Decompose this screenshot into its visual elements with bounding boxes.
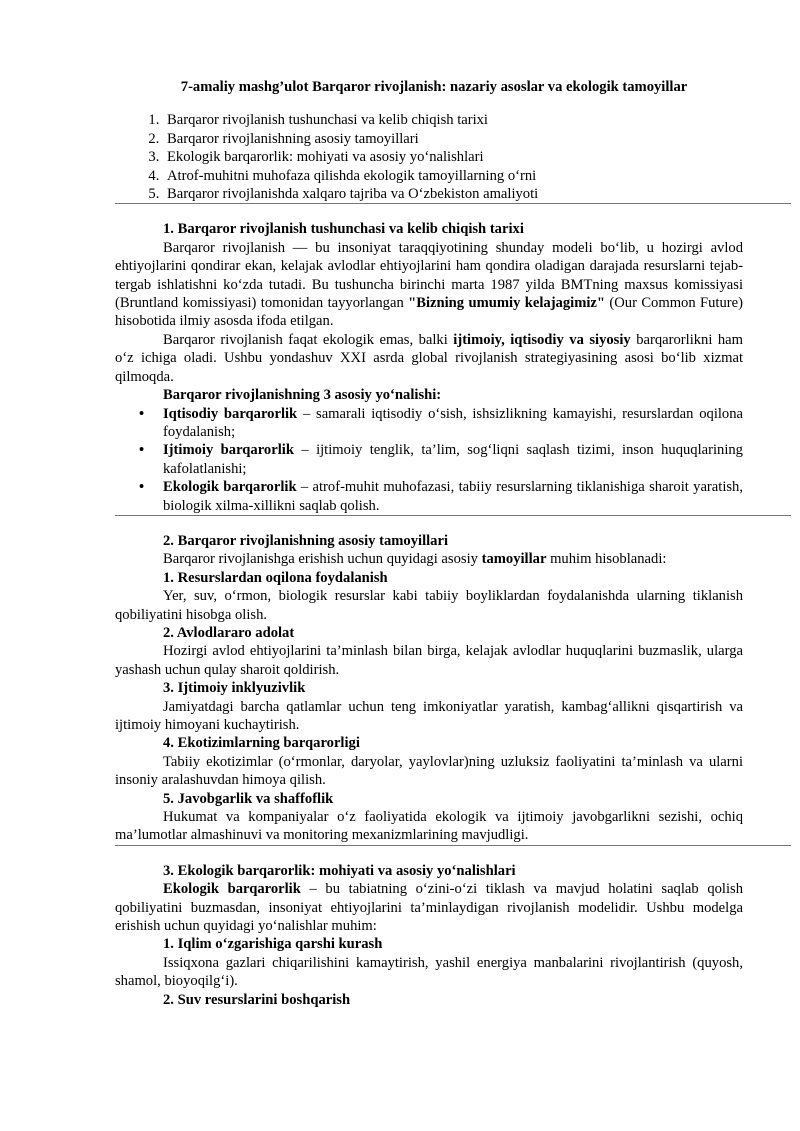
section-1-subheading: Barqaror rivojlanishning 3 asosiy yo‘nalishi: bbox=[163, 387, 442, 404]
principle-text: Jamiyatdagi barcha qatlamlar uchun teng imkoniyatlar yaratish, kambag‘allikni qisqartirish va ijtimoiy himoyani kuchaytirish. bbox=[115, 698, 743, 733]
toc-item: 1. Barqaror rivojlanish tushunchasi va kelib chiqish tarixi bbox=[163, 111, 743, 129]
directions-list bbox=[115, 405, 743, 515]
principle-text: Tabiiy ekotizimlar (o‘rmonlar, daryolar, yaylovlar)ning uzluksiz faoliyatini ta’minlash va ularni insoniy aralashuvdan himoya qilish. bbox=[115, 753, 743, 789]
direction-title: 2. Suv resurslarini boshqarish bbox=[163, 991, 351, 1008]
principle-title: 5. Javobgarlik va shaffoflik bbox=[163, 790, 334, 807]
principle-title: 3. Ijtimoiy inklyuzivlik bbox=[163, 680, 306, 697]
section-1-heading: 1. Barqaror rivojlanish tushunchasi va kelib chiqish tarixi bbox=[163, 221, 524, 238]
list-item: • Ijtimoiy barqarorlik – ijtimoiy tenglik, ta’lim, sog‘liqni saqlash tizimi, inson huquqlarining kafolatlanishi; bbox=[163, 441, 743, 478]
toc-item: 4. Atrof-muhitni muhofaza qilishda ekologik tamoyillarning o‘rni bbox=[163, 167, 743, 185]
list-item: • Iqtisodiy barqarorlik – samarali iqtisodiy o‘sish, ishsizlikning kamayishi, resurslardan oqilona foydalanish; bbox=[163, 405, 743, 442]
direction-title: 1. Iqlim o‘zgarishiga qarshi kurash bbox=[163, 936, 383, 953]
document-title: 7-amaliy mashg’ulot Barqaror rivojlanish: nazariy asoslar va ekologik tamoyillar bbox=[180, 79, 688, 95]
document-content bbox=[115, 78, 743, 1009]
section-2-heading: 2. Barqaror rivojlanishning asosiy tamoyillari bbox=[163, 532, 449, 549]
section-1-paragraph-1: Barqaror rivojlanish — bu insoniyat taraqqiyotining shunday modeli bo‘lib, u hozirgi avlod ehtiyojlarini qondirar ekan, kelajak avlodlar ehtiyojlarini ham qondira oladigan darajada resurslarni tejab-tergab ishlatishni ko‘zda tutadi. Bu tushuncha birinchi marta 1987 yilda BMTning maxsus komissiyasi (Bruntland komissiyasi) tomonidan tayyorlangan "Bizning umumiy kelajagimiz" (Our Common Future) hisobotida ilmiy asosda ifoda etilgan. bbox=[115, 239, 743, 330]
section-3-heading: 3. Ekologik barqarorlik: mohiyati va asosiy yo‘nalishlari bbox=[163, 862, 516, 879]
toc-item: 3. Ekologik barqarorlik: mohiyati va asosiy yo‘nalishlari bbox=[163, 148, 743, 166]
section-3-intro: Ekologik barqarorlik – bu tabiatning o‘zini-o‘zi tiklash va mavjud holatini saqlab qolish qobiliyatini buzmasdan, insoniyat ehtiyojlarini ta’minlaydigan rivojlanish modelidir. Ushbu modelga erishish uchun quyidagi yo‘nalishlar muhim: bbox=[115, 881, 743, 935]
toc-item: 5. Barqaror rivojlanishda xalqaro tajriba va O‘zbekiston amaliyoti bbox=[163, 185, 743, 203]
principle-text: Yer, suv, o‘rmon, biologik resurslar kabi tabiiy boyliklardan foydalanishda ularning tiklanish qobiliyatini hisobga olish. bbox=[115, 588, 743, 623]
table-of-contents bbox=[115, 111, 743, 203]
principle-title: 1. Resurslardan oqilona foydalanish bbox=[163, 569, 388, 586]
principle-text: Hozirgi avlod ehtiyojlarini ta’minlash bilan birga, kelajak avlodlar huquqlarini buzmaslik, ularga yashash uchun qulay sharoit qoldirish. bbox=[115, 643, 743, 678]
list-item: • Ekologik barqarorlik – atrof-muhit muhofazasi, tabiiy resurslarning tiklanishiga sharoit yaratish, biologik xilma-xillikni saqlab qolish. bbox=[163, 478, 743, 515]
direction-text: Issiqxona gazlari chiqarilishini kamaytirish, yashil energiya manbalarini rivojlantirish (quyosh, shamol, bioyoqilg‘i). bbox=[115, 954, 743, 990]
toc-item: 2. Barqaror rivojlanishning asosiy tamoyillari bbox=[163, 130, 743, 148]
principle-text: Hukumat va kompaniyalar o‘z faoliyatida ekologik va ijtimoiy javobgarlikni sezishi, ochiq ma’lumotlar almashinuvi va monitoring mexanizmlarining mavjudligi. bbox=[115, 809, 743, 844]
principle-title: 2. Avlodlararo adolat bbox=[163, 624, 295, 641]
section-2-intro: Barqaror rivojlanishga erishish uchun quyidagi asosiy tamoyillar muhim hisoblanadi: bbox=[163, 551, 667, 568]
section-1-paragraph-2: Barqaror rivojlanish faqat ekologik emas, balki ijtimoiy, iqtisodiy va siyosiy barqarorlikni ham o‘z ichiga oladi. Ushbu yondashuv XXI asrda global rivojlanish strategiyasining asosi bo‘lib xizmat qilmoqda. bbox=[115, 331, 744, 385]
principle-title: 4. Ekotizimlarning barqarorligi bbox=[163, 735, 360, 752]
